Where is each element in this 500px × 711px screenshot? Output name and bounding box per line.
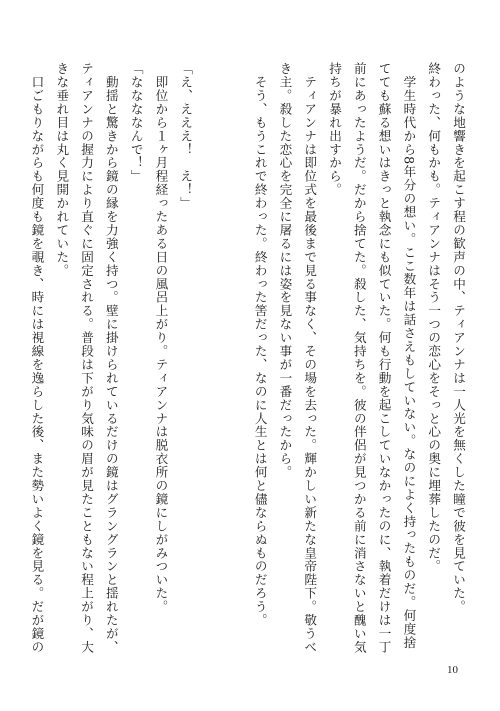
text-line: 「え、えええ！ え！」	[178, 62, 194, 210]
text-line: 終わった、何もかも。ティアンナはそう一つの恋心をそっと心の奥に埋葬したのだ。	[426, 62, 442, 574]
vertical-text-body	[29, 62, 470, 654]
text-line: ティアンナは即位式を最後まで見る事なく、その場を去った。輝かしい新たな皇帝陛下。敬うべ	[302, 62, 318, 654]
text-line: 口ごもりながらも何度も鏡を覗き、時には視線を逸らした後、また勢いよく鏡を見る。だが鏡の	[29, 62, 45, 654]
text-line: そう、もうこれで終わった。終わった筈だった、なのに人生とは何と儘ならぬものだろう。	[252, 62, 268, 627]
text-line: 前にあったようだ。だから捨てた。殺した、気持ちを。彼の伴侶が見つかる前に消さないと醜い気	[351, 62, 367, 654]
text-line: てても蘇る想いはきっと執念にも似ていた。何も行動を起こしていなかったのに、執着だけは一丁	[376, 62, 392, 654]
text-line: ティアンナの握力により直ぐに固定される。普段は下がり気味の眉が見たこともない程上がり、大	[79, 62, 95, 654]
text-line: 持ちが暴れ出すから。	[327, 62, 343, 197]
text-line: 即位から１ヶ月程経ったある日の風呂上がり。ティアンナは脱衣所の鏡にしがみついた。	[153, 62, 169, 614]
page-number: 10	[447, 664, 458, 676]
text-line: 学生時代から8年分の想い。ここ数年は話さえもしていない。なのによく持ったものだ。何度捨	[401, 62, 417, 650]
text-line: のような地響きを起こす程の歓声の中、ティアンナは一人光を無くした瞳で彼を見ていた。	[451, 62, 466, 614]
blank-line	[197, 62, 222, 632]
blank-line	[222, 62, 247, 632]
text-line: 「ななななんで！」	[128, 62, 144, 184]
text-line: き主。殺した恋心を完全に屠るには姿を見ない事が一番だったから。	[277, 62, 293, 479]
text-line: 動揺と驚きから鏡の縁を力強く持つ。壁に掛けられているだけの鏡はグラングランと揺れたが、	[103, 62, 119, 654]
text-line: きな垂れ目は丸く見開かれていた。	[54, 62, 70, 278]
